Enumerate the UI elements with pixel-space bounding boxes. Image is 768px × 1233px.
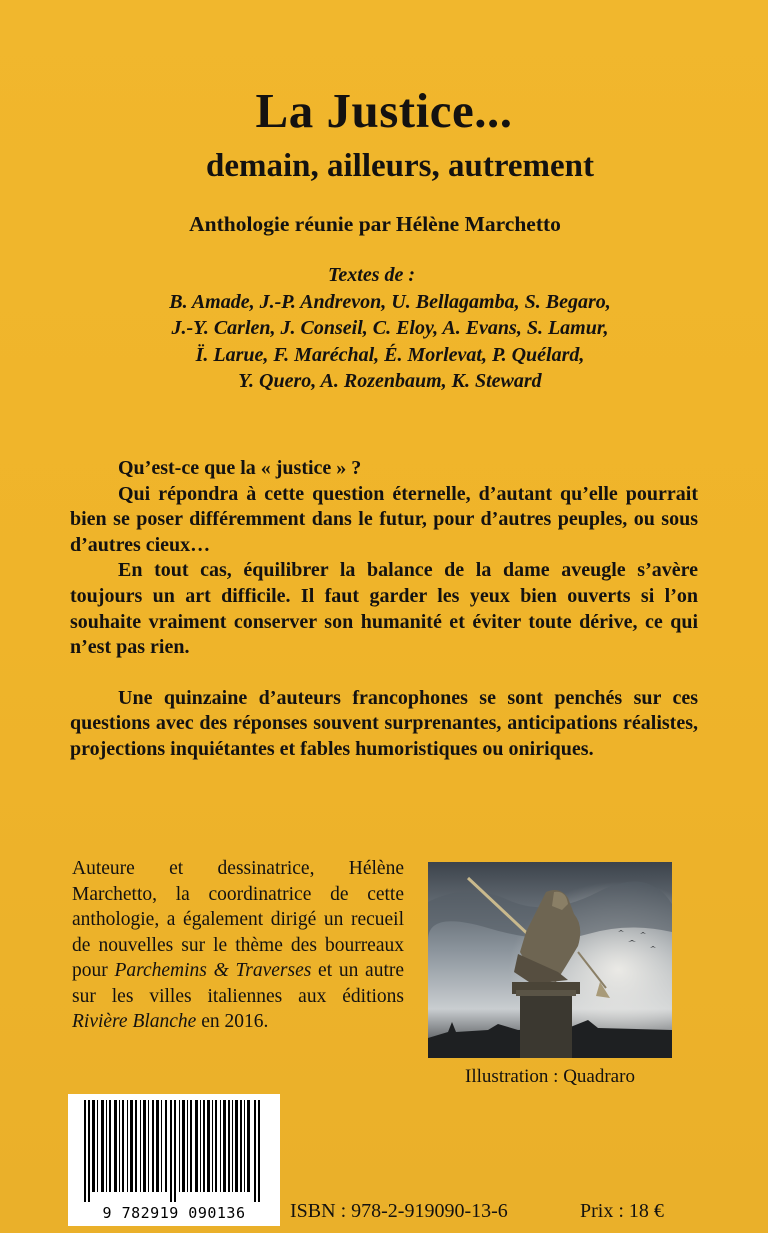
barcode	[68, 1094, 280, 1226]
isbn: ISBN : 978-2-919090-13-6	[290, 1200, 508, 1222]
authors-list	[90, 262, 690, 395]
blurb-paragraph: En tout cas, équilibrer la balance de la dame aveugle s’avère toujours un art difficile. Il faut garder les yeux bien ouverts si l’on souhaite vraiment conserver son humanité et éviter toute dérive, ce qui n’est pas rien.	[70, 559, 698, 659]
authors-label: Textes de :	[328, 264, 416, 286]
blurb-paragraph: Une quinzaine d’auteurs francophones se sont penchés sur ces questions avec des réponses souvent surprenantes, anticipations réalistes, projections inquiétantes et fables humoristiques ou oniriques.	[70, 686, 698, 760]
bio-publisher-1: Parchemins & Traverses	[114, 960, 312, 981]
blurb-paragraph: Qui répondra à cette question éternelle, d’autant qu’elle pourrait bien se poser différemment dans le futur, pour d’autres peuples, ou sous d’autres cieux…	[70, 482, 698, 556]
cover-illustration	[428, 862, 672, 1058]
barcode-number: 9 782919 090136	[102, 1204, 246, 1222]
barcode-bars-icon	[74, 1100, 274, 1202]
book-title: La Justice...	[255, 83, 513, 138]
bio-publisher-2: Rivière Blanche	[72, 1011, 197, 1032]
bio-text: Auteure et dessinatrice, Hélène Marchetto, la coordinatrice de cette anthologie, a également dirigé un recueil de nouvelles sur le thème des bourreaux pour	[72, 858, 404, 981]
book-subtitle: demain, ailleurs, autrement	[205, 148, 595, 184]
blurb-paragraph: Qu’est-ce que la « justice » ?	[118, 457, 362, 479]
bio-text: et un autre sur les villes italiennes aux éditions	[72, 960, 405, 1007]
bio-text: en 2016.	[196, 1011, 269, 1032]
authors-line: Y. Quero, A. Rozenbaum, K. Steward	[238, 370, 542, 392]
illustration-caption: Illustration : Quadraro	[465, 1066, 635, 1087]
author-bio	[72, 856, 404, 1035]
statue-illustration-icon	[428, 862, 672, 1058]
anthology-credit: Anthologie réunie par Hélène Marchetto	[189, 212, 561, 236]
authors-line: Ï. Larue, F. Maréchal, É. Morlevat, P. Quélard,	[195, 343, 585, 366]
authors-line: J.-Y. Carlen, J. Conseil, C. Eloy, A. Evans, S. Lamur,	[171, 317, 609, 339]
price: Prix : 18 €	[580, 1200, 664, 1222]
authors-line: B. Amade, J.-P. Andrevon, U. Bellagamba, S. Begaro,	[169, 290, 611, 313]
blurb	[70, 456, 698, 763]
